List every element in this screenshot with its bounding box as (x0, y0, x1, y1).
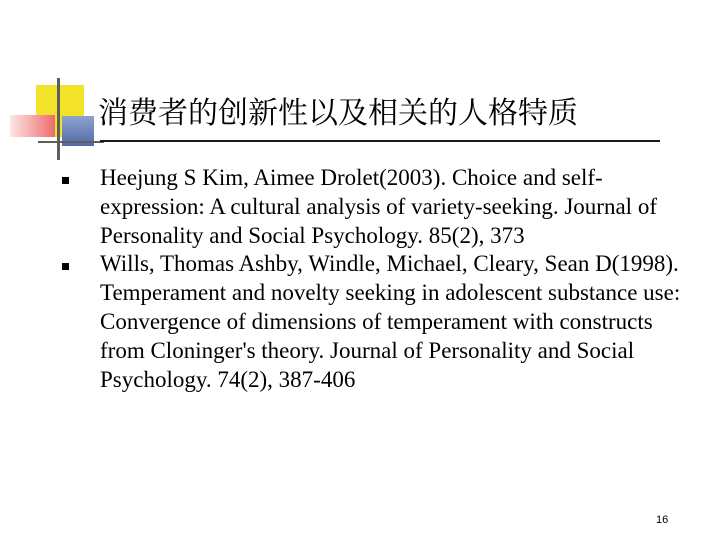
decor-red-bar (10, 115, 55, 137)
page-number: 16 (656, 514, 669, 526)
bullet-square-icon (62, 263, 69, 270)
bullet-text: Wills, Thomas Ashby, Windle, Michael, Cleary, Sean D(1998). Temperament and novelty seeking in adolescent substance use: Convergence of dimensions of temperament with constructs from Cloninger's theory. Journal of Personality and Social Psychology. 74(2), 387-406 (100, 251, 681, 392)
decorative-logo (0, 0, 120, 170)
bullet-text: Heejung S Kim, Aimee Drolet(2003). Choice and self-expression: A cultural analysis of variety-seeking. Journal of Personality and Social Psychology. 85(2), 373 (100, 165, 657, 248)
bullet-list (0, 164, 720, 394)
decor-horizontal-line (38, 141, 104, 143)
title-underline (100, 140, 660, 142)
decor-vertical-line (57, 78, 60, 160)
bullet-square-icon (62, 177, 69, 184)
bullet-item (0, 250, 700, 394)
bullet-item (0, 164, 700, 250)
slide-title: 消费者的创新性以及相关的人格特质 (98, 96, 578, 131)
